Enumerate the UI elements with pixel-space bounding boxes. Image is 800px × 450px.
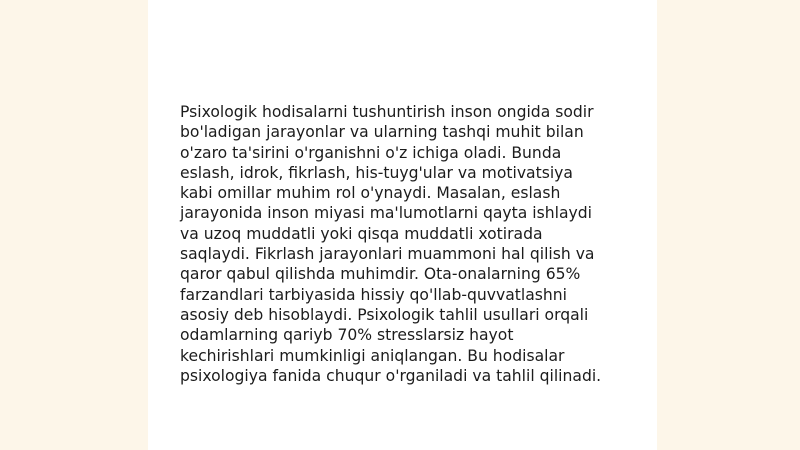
document-page	[148, 0, 657, 450]
body-paragraph: Psixologik hodisalarni tushuntirish inson ongida sodir bo'ladigan jarayonlar va ularning tashqi muhit bilan o'zaro ta'sirini o'rganishni o'z ichiga oladi. Bunda eslash, idrok, fikrlash, his-tuyg'ular va motivatsiya kabi omillar muhim rol o'ynaydi. Masalan, eslash jarayonida inson miyasi ma'lumotlarni qayta ishlaydi va uzoq muddatli yoki qisqa muddatli xotirada saqlaydi. Fikrlash jarayonlari muammoni hal qilish va qaror qabul qilishda muhimdir. Ota-onalarning 65% farzandlari tarbiyasida hissiy qo'llab-quvvatlashni asosiy deb hisoblaydi. Psixologik tahlil usullari orqali odamlarning qariyb 70% stresslarsiz hayot kechirishlari mumkinligi aniqlangan. Bu hodisalar psixologiya fanida chuqur o'rganiladi va tahlil qilinadi.	[180, 103, 602, 385]
